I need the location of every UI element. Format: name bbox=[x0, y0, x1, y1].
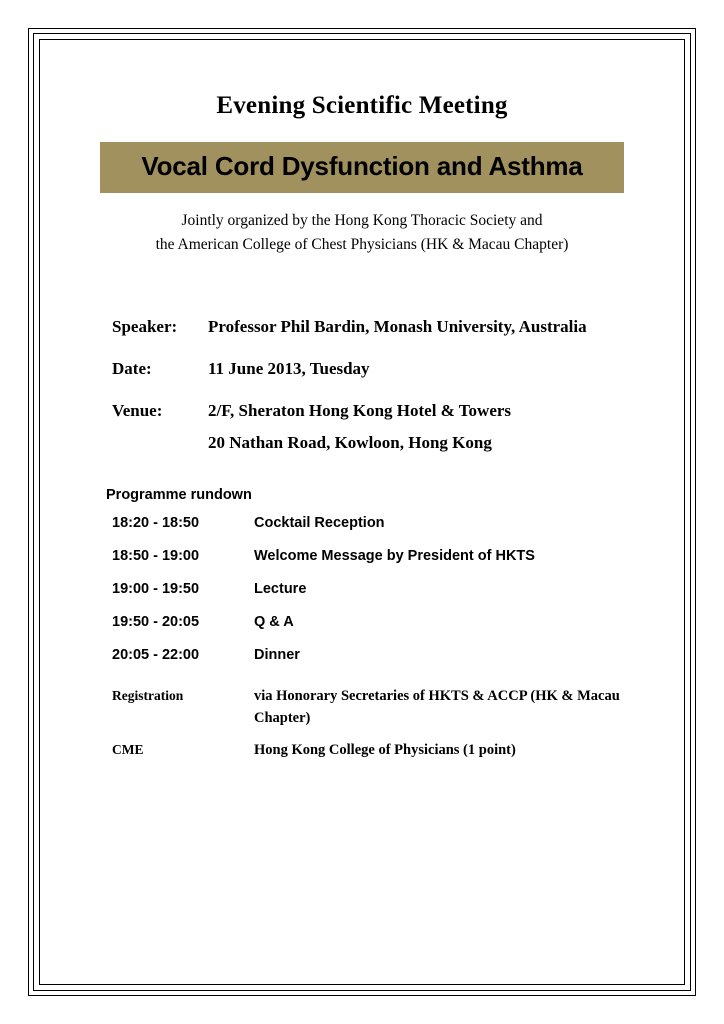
programme-item: Q & A bbox=[254, 614, 294, 630]
programme-time: 20:05 - 22:00 bbox=[112, 647, 200, 663]
detail-row-venue bbox=[112, 401, 664, 453]
detail-row-speaker bbox=[112, 317, 664, 337]
detail-value-venue-group bbox=[208, 401, 511, 453]
detail-value-date: 11 June 2013, Tuesday bbox=[208, 359, 370, 378]
detail-value-speaker: Professor Phil Bardin, Monash University, Australia bbox=[208, 317, 587, 336]
cme-label: CME bbox=[112, 742, 144, 757]
details-block bbox=[60, 317, 664, 453]
programme-item: Welcome Message by President of HKTS bbox=[254, 548, 535, 564]
programme-heading: Programme rundown bbox=[106, 487, 252, 503]
banner-title: Vocal Cord Dysfunction and Asthma bbox=[100, 142, 624, 193]
organizer-line-2: the American College of Chest Physicians (HK & Macau Chapter) bbox=[155, 236, 569, 253]
document-content bbox=[60, 60, 664, 964]
detail-value-venue-line2: 20 Nathan Road, Kowloon, Hong Kong bbox=[208, 433, 492, 452]
cme-value: Hong Kong College of Physicians (1 point) bbox=[254, 742, 516, 758]
programme-row bbox=[112, 614, 664, 630]
registration-value: via Honorary Secretaries of HKTS & ACCP (HK & Macau Chapter) bbox=[254, 688, 620, 726]
programme-table bbox=[60, 515, 664, 663]
programme-row bbox=[112, 515, 664, 531]
programme-time: 18:20 - 18:50 bbox=[112, 515, 200, 531]
organizer-line-1: Jointly organized by the Hong Kong Thoracic Society and bbox=[181, 212, 543, 229]
detail-value-venue-line1: 2/F, Sheraton Hong Kong Hotel & Towers bbox=[208, 401, 512, 420]
detail-label-speaker: Speaker: bbox=[112, 317, 178, 336]
cme-row bbox=[112, 739, 664, 761]
programme-item: Lecture bbox=[254, 581, 307, 597]
programme-time: 18:50 - 19:00 bbox=[112, 548, 200, 564]
detail-label-date: Date: bbox=[112, 359, 152, 378]
organizers-block bbox=[60, 209, 664, 257]
detail-row-date bbox=[112, 359, 664, 379]
detail-label-venue: Venue: bbox=[112, 401, 163, 420]
programme-time: 19:50 - 20:05 bbox=[112, 614, 200, 630]
registration-row bbox=[112, 685, 664, 729]
extra-info-block bbox=[60, 685, 664, 761]
programme-item: Cocktail Reception bbox=[254, 515, 385, 531]
page-title: Evening Scientific Meeting bbox=[216, 92, 508, 119]
programme-row bbox=[112, 548, 664, 564]
programme-item: Dinner bbox=[254, 647, 300, 663]
programme-row bbox=[112, 581, 664, 597]
programme-row bbox=[112, 647, 664, 663]
programme-time: 19:00 - 19:50 bbox=[112, 581, 200, 597]
registration-label: Registration bbox=[112, 688, 184, 703]
